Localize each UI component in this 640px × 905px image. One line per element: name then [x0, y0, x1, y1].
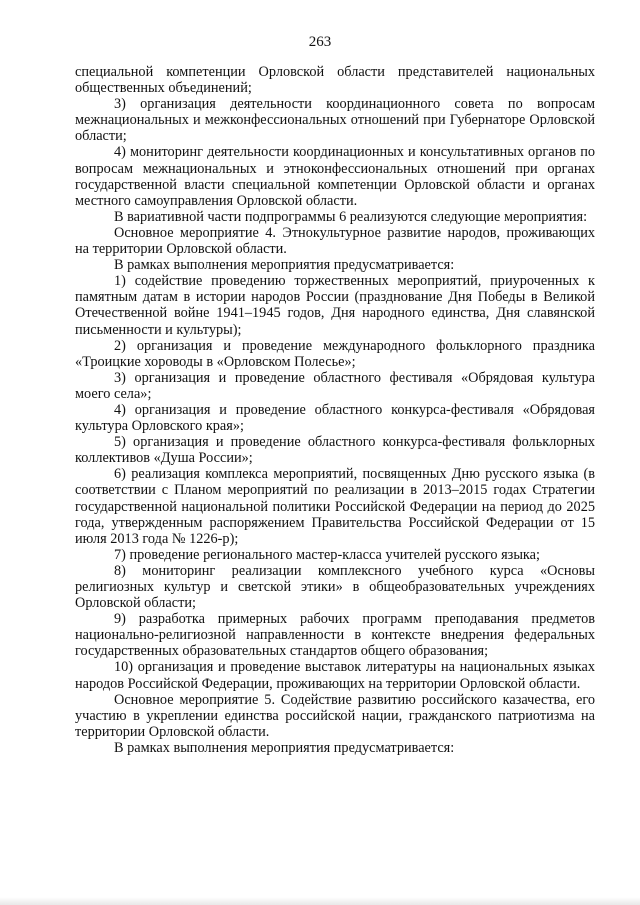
measure-4-item-3: 3) организация и проведение областного фестиваля «Обрядовая культура моего села»; [75, 369, 595, 402]
measure-4-item-4: 4) организация и проведение областного конкурса-фестиваля «Обрядовая культура Орловского края»; [75, 401, 595, 435]
measure-4-item-1: 1) содействие проведению торжественных мероприятий, приуроченных к памятным датам в истории народов России (празднование Дня Победы в Великой Отечественной войне 1941–1945 годов, Дня народного единства, Дня славянской письменности и культуры); [75, 273, 595, 338]
measure-4-item-7: 7) проведение регионального мастер-класса учителей русского языка; [114, 546, 540, 563]
measure-4-item-9: 9) разработка примерных рабочих программ преподавания предметов национально-религиозной направленности в контексте внедрения федеральных государственных образовательных стандартов общего образования; [75, 611, 595, 660]
paragraph-continuation: специальной компетенции Орловской области представителей национальных общественных объединений; [75, 64, 595, 97]
measure-4-intro: В рамках выполнения мероприятия предусматривается: [114, 257, 455, 274]
measure-5-intro: В рамках выполнения мероприятия предусматривается: [114, 739, 455, 756]
measure-4-item-2: 2) организация и проведение международного фольклорного праздника «Троицкие хороводы в «Орловском Полесье»; [75, 337, 595, 370]
scan-edge-shadow [0, 897, 640, 905]
variative-part-intro: В вариативной части подпрограммы 6 реализуются следующие мероприятия: [114, 208, 588, 225]
main-measure-5-heading: Основное мероприятие 5. Содействие развитию российского казачества, его участию в укреплении единства российской нации, гражданского патриотизма на территории Орловской области. [75, 691, 595, 740]
main-measure-4-heading: Основное мероприятие 4. Этнокультурное развитие народов, проживающих на территории Орловской области. [75, 224, 595, 258]
measure-4-item-8: 8) мониторинг реализации комплексного учебного курса «Основы религиозных культур и светской этики» в общеобразовательных учреждениях Орловской области; [75, 562, 595, 612]
list-item-3: 3) организация деятельности координационного совета по вопросам межнациональных и межконфессиональных отношений при Губернаторе Орловской области; [75, 96, 595, 145]
page-number: 263 [308, 34, 332, 50]
list-item-4: 4) мониторинг деятельности координационных и консультативных органов по вопросам межнациональных и этноконфессиональных отношений при органах государственной власти специальной компетенции Орловской области и органах местного самоуправления Орловской области. [75, 144, 595, 209]
measure-4-item-10: 10) организация и проведение выставок литературы на национальных языках народов Российской Федерации, проживающих на территории Орловской области. [75, 659, 595, 692]
document-body [75, 64, 595, 756]
measure-4-item-6: 6) реализация комплекса мероприятий, посвященных Дню русского языка (в соответствии с Планом мероприятий по реализации в 2013–2015 годах Стратегии государственной национальной политики Российской Федерации на период до 2025 года, утвержденным распоряжением Правительства Российской Федерации от 15 июля 2013 года № 1226-р); [75, 466, 595, 547]
measure-4-item-5: 5) организация и проведение областного конкурса-фестиваля фольклорных коллективов «Душа России»; [75, 434, 595, 467]
